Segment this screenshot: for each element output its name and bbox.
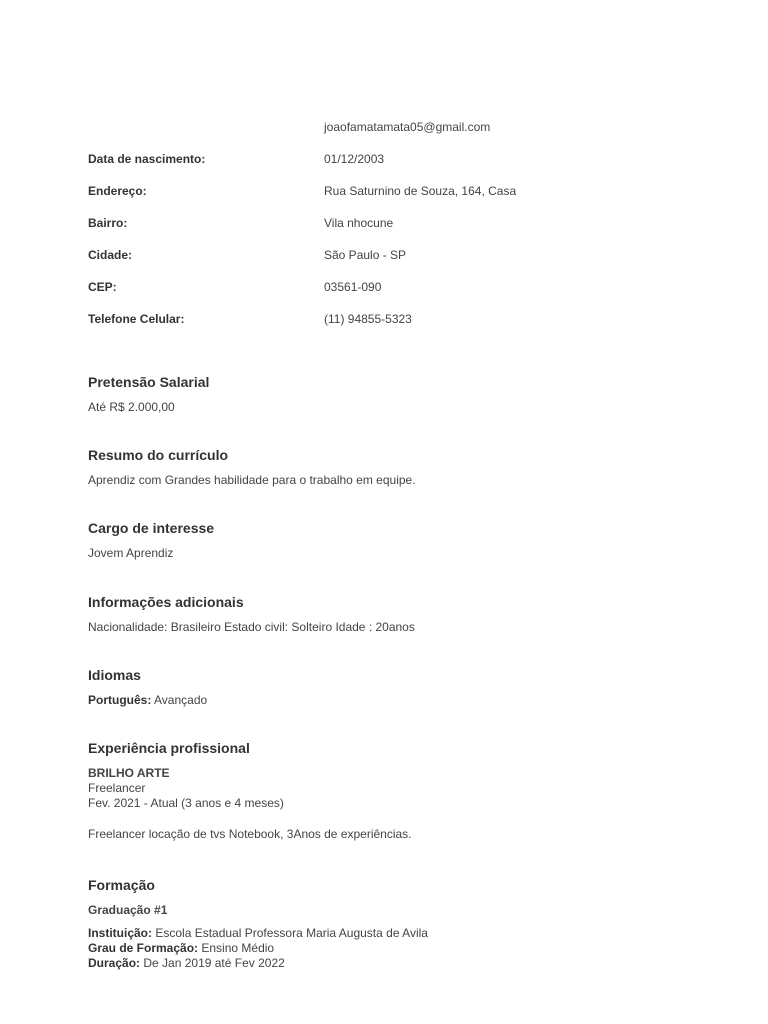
email-value: joaofamatamata05@gmail.com	[324, 120, 491, 134]
salary-text: Até R$ 2.000,00	[88, 400, 175, 414]
city-label: Cidade:	[88, 248, 133, 262]
city-row	[88, 246, 688, 278]
neighborhood-value: Vila nhocune	[324, 216, 394, 230]
degree-value: Ensino Médio	[201, 941, 275, 955]
institution-label: Instituição:	[88, 926, 153, 940]
education-entry	[88, 903, 708, 971]
experience-company: BRILHO ARTE	[88, 766, 170, 780]
address-value: Rua Saturnino de Souza, 164, Casa	[324, 184, 517, 198]
experience-section	[88, 739, 708, 842]
position-section	[88, 519, 708, 561]
education-entry-title: Graduação #1	[88, 903, 168, 917]
language-item	[88, 693, 708, 708]
additional-heading: Informações adicionais	[88, 594, 244, 610]
city-value: São Paulo - SP	[324, 248, 407, 262]
position-heading: Cargo de interesse	[88, 520, 215, 536]
languages-heading: Idiomas	[88, 667, 141, 683]
duration-label: Duração:	[88, 956, 141, 970]
experience-entry	[88, 766, 708, 842]
summary-text: Aprendiz com Grandes habilidade para o trabalho em equipe.	[88, 473, 416, 487]
email-row	[88, 118, 688, 150]
birthdate-label: Data de nascimento:	[88, 152, 206, 166]
education-duration-line	[88, 956, 708, 971]
education-degree-line	[88, 941, 708, 956]
experience-role: Freelancer	[88, 781, 146, 795]
education-institution-line	[88, 926, 708, 941]
position-text: Jovem Aprendiz	[88, 546, 174, 560]
phone-value: (11) 94855-5323	[324, 312, 412, 326]
language-level: Avançado	[154, 693, 208, 707]
additional-section	[88, 593, 708, 635]
experience-period: Fev. 2021 - Atual (3 anos e 4 meses)	[88, 796, 284, 810]
institution-value: Escola Estadual Professora Maria Augusta de Avila	[155, 926, 428, 940]
zipcode-label: CEP:	[88, 280, 117, 294]
additional-text: Nacionalidade: Brasileiro Estado civil: Solteiro Idade : 20anos	[88, 620, 415, 634]
salary-section	[88, 373, 708, 415]
zipcode-row	[88, 278, 688, 310]
address-row	[88, 182, 688, 214]
language-name: Português:	[88, 693, 152, 707]
experience-description: Freelancer locação de tvs Notebook, 3Anos de experiências.	[88, 827, 412, 841]
zipcode-value: 03561-090	[324, 280, 382, 294]
summary-section	[88, 446, 708, 488]
phone-row	[88, 310, 688, 342]
languages-section	[88, 666, 708, 708]
salary-heading: Pretensão Salarial	[88, 374, 210, 390]
birthdate-value: 01/12/2003	[324, 152, 385, 166]
birthdate-row	[88, 150, 688, 182]
neighborhood-row	[88, 214, 688, 246]
phone-label: Telefone Celular:	[88, 312, 185, 326]
education-heading: Formação	[88, 877, 155, 893]
duration-value: De Jan 2019 até Fev 2022	[143, 956, 285, 970]
education-section	[88, 876, 708, 971]
degree-label: Grau de Formação:	[88, 941, 199, 955]
summary-heading: Resumo do currículo	[88, 447, 229, 463]
contact-info	[88, 118, 688, 342]
experience-heading: Experiência profissional	[88, 740, 250, 756]
address-label: Endereço:	[88, 184, 147, 198]
neighborhood-label: Bairro:	[88, 216, 128, 230]
